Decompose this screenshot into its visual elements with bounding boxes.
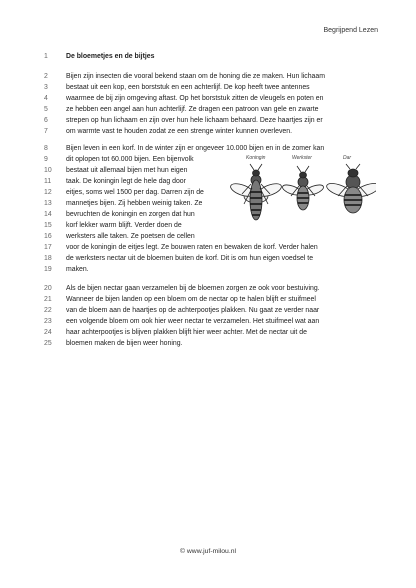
line-number: 24 bbox=[44, 329, 52, 336]
line-16 bbox=[44, 232, 244, 242]
line-number: 23 bbox=[44, 318, 52, 325]
line-10 bbox=[44, 166, 244, 176]
line-11 bbox=[44, 177, 244, 187]
footer-credit: © www.juf-milou.nl bbox=[180, 548, 236, 555]
worker-bee-icon bbox=[281, 166, 325, 210]
document-title: De bloemetjes en de bijtjes bbox=[66, 53, 155, 60]
bee-label-queen: Koningin bbox=[246, 155, 266, 161]
line-number: 17 bbox=[44, 244, 52, 251]
document-category: Begrijpend Lezen bbox=[323, 27, 378, 34]
line-text: de werksters nectar uit de bloemen buiten de korf. Dit is om hun eigen voedsel te bbox=[66, 255, 314, 262]
line-number: 7 bbox=[44, 128, 48, 135]
line-17 bbox=[44, 243, 379, 253]
line-number: 12 bbox=[44, 189, 52, 196]
line-text: maken. bbox=[66, 266, 89, 273]
line-13 bbox=[44, 199, 244, 209]
line-22 bbox=[44, 306, 379, 316]
line-number: 22 bbox=[44, 307, 52, 314]
line-text: haar achterpootjes is blijven plakken blijft hier weer achter. Met de nectar uit de bbox=[66, 329, 307, 336]
line-14 bbox=[44, 210, 244, 220]
line-number: 5 bbox=[44, 106, 48, 113]
bee-label-drone: Dar bbox=[343, 155, 352, 161]
line-number: 8 bbox=[44, 145, 48, 152]
line-number: 10 bbox=[44, 167, 52, 174]
line-text: voor de koningin de eitjes legt. Ze bouwen raten en bewaken de korf. Verder halen bbox=[66, 244, 318, 251]
line-text: strepen op hun lichaam en zijn over hun hele lichaam behaard. Deze haartjes zijn er bbox=[66, 117, 323, 124]
line-text: werksters alle taken. Ze poetsen de cellen bbox=[66, 233, 195, 240]
line-text: waarmee de bij zijn omgeving aftast. Op het borststuk zitten de vleugels en poten en bbox=[66, 95, 324, 102]
line-text: om warmte vast te houden zodat ze een strenge winter kunnen overleven. bbox=[66, 128, 292, 135]
line-number: 13 bbox=[44, 200, 52, 207]
line-4 bbox=[44, 94, 379, 104]
line-24 bbox=[44, 328, 379, 338]
line-8 bbox=[44, 144, 379, 154]
line-text: korf lekker warm blijft. Verder doen de bbox=[66, 222, 182, 229]
line-text: eitjes, soms wel 1500 per dag. Darren zijn de bbox=[66, 189, 204, 196]
queen-bee-icon bbox=[229, 164, 283, 220]
line-1 bbox=[44, 52, 379, 62]
drone-bee-icon bbox=[325, 164, 376, 213]
line-text: bestaat uit een kop, een borststuk en een achterlijf. De kop heeft twee antennes bbox=[66, 84, 310, 91]
line-19 bbox=[44, 265, 379, 275]
line-number: 15 bbox=[44, 222, 52, 229]
line-text: van de bloem aan de haartjes op de achterpootjes plakken. Nu gaat ze verder naar bbox=[66, 307, 320, 314]
line-text: bloemen maken de bijen weer honing. bbox=[66, 340, 183, 347]
line-number: 6 bbox=[44, 117, 48, 124]
line-3 bbox=[44, 83, 379, 93]
line-2 bbox=[44, 72, 379, 82]
line-12 bbox=[44, 188, 244, 198]
line-text: taak. De koningin legt de hele dag door bbox=[66, 178, 186, 185]
line-25 bbox=[44, 339, 379, 349]
line-number: 18 bbox=[44, 255, 52, 262]
line-text: ze hebben een angel aan hun achterlijf. Ze dragen een patroon van gele en zwarte bbox=[66, 106, 319, 113]
line-number: 1 bbox=[44, 53, 48, 60]
line-text: een volgende bloem om ook hier weer nectar te verzamelen. Het stuifmeel wat aan bbox=[66, 318, 320, 325]
line-number: 4 bbox=[44, 95, 48, 102]
line-number: 21 bbox=[44, 296, 52, 303]
line-text: Bijen zijn insecten die vooral bekend staan om de honing die ze maken. Hun lichaam bbox=[66, 73, 325, 80]
line-text: Bijen leven in een korf. In de winter zijn er ongeveer 10.000 bijen en in de zomer kan bbox=[66, 145, 325, 152]
line-18 bbox=[44, 254, 379, 264]
bee-illustration bbox=[226, 156, 376, 228]
bee-drawings bbox=[226, 156, 376, 228]
line-number: 19 bbox=[44, 266, 52, 273]
line-text: mannetjes bijen. Zij hebben weinig taken. Ze bbox=[66, 200, 203, 207]
line-7 bbox=[44, 127, 379, 137]
line-text: Als de bijen nectar gaan verzamelen bij de bloemen zorgen ze ook voor bestuiving. bbox=[66, 285, 320, 292]
line-number: 2 bbox=[44, 73, 48, 80]
line-5 bbox=[44, 105, 379, 115]
line-text: dit oplopen tot 60.000 bijen. Een bijenvolk bbox=[66, 156, 194, 163]
line-number: 16 bbox=[44, 233, 52, 240]
line-number: 11 bbox=[44, 178, 52, 185]
line-9 bbox=[44, 155, 244, 165]
line-number: 9 bbox=[44, 156, 48, 163]
line-23 bbox=[44, 317, 379, 327]
line-15 bbox=[44, 221, 244, 231]
line-6 bbox=[44, 116, 379, 126]
line-number: 20 bbox=[44, 285, 52, 292]
line-20 bbox=[44, 284, 379, 294]
line-21 bbox=[44, 295, 379, 305]
line-number: 14 bbox=[44, 211, 52, 218]
line-text: Wanneer de bijen landen op een bloem om de nectar op te halen blijft er stuifmeel bbox=[66, 296, 316, 303]
line-text: bevruchten de koningin en zorgen dat hun bbox=[66, 211, 195, 218]
line-number: 25 bbox=[44, 340, 52, 347]
line-text: bestaat uit allemaal bijen met hun eigen bbox=[66, 167, 188, 174]
line-number: 3 bbox=[44, 84, 48, 91]
bee-label-worker: Werkster bbox=[292, 155, 312, 161]
